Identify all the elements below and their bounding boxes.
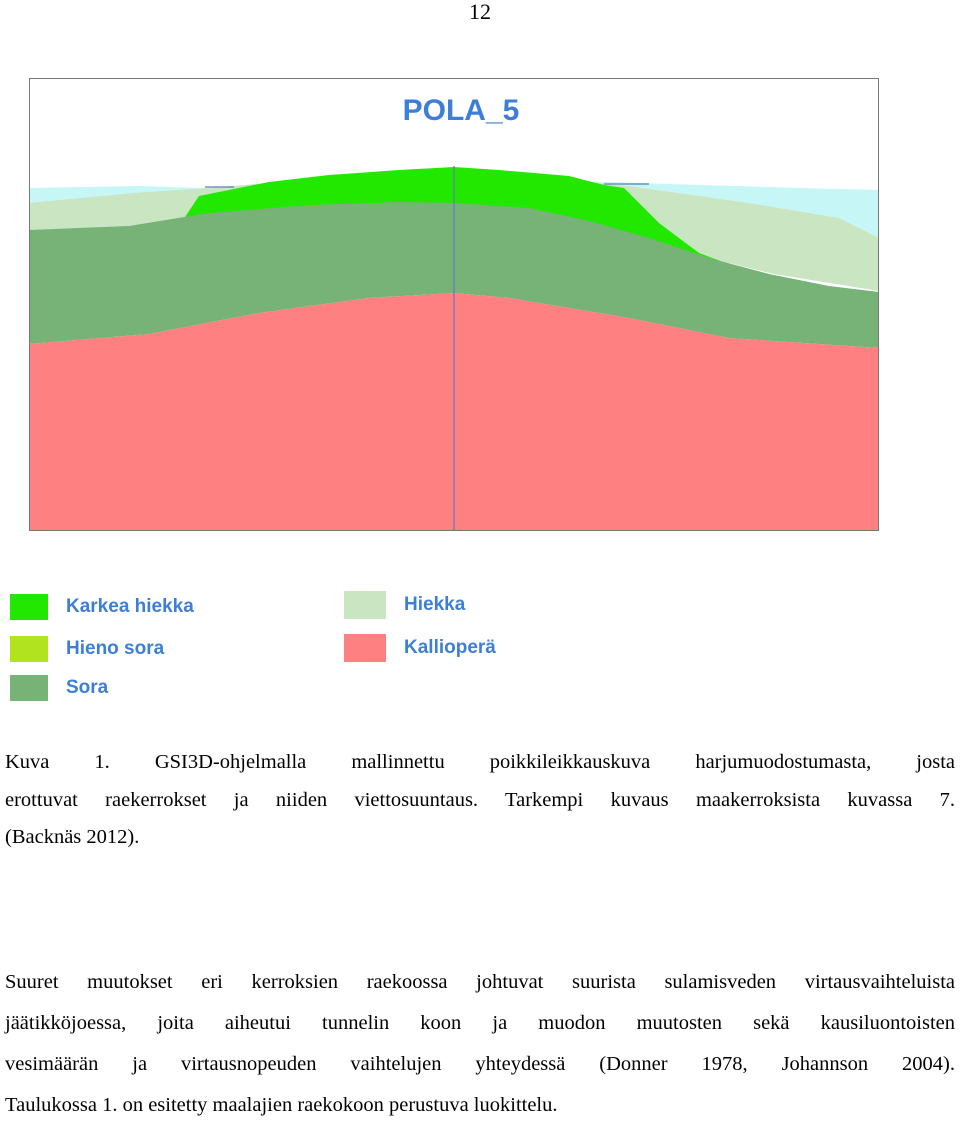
legend-swatch-hieno-sora [10,636,48,662]
page-number: 12 [469,0,491,24]
caption-line: (Backnäs 2012). [5,826,140,848]
legend-item-kallioper [344,634,496,662]
caption-line: Kuva 1. GSI3D-ohjelmalla mallinnettu poikkileikkauskuva harjumuodostumasta, josta [5,751,955,773]
paragraph-line: Taulukossa 1. on esitetty maalajien raekokoon perustuva luokittelu. [5,1094,558,1116]
cross-section-svg [29,78,879,531]
body-paragraph [5,962,955,1126]
legend-swatch-karkea-hiekka [10,594,48,620]
cross-section-figure [29,78,879,531]
caption-line: erottuvat raekerrokset ja niiden viettosuuntaus. Tarkempi kuvaus maakerroksista kuvassa 7. [5,788,955,811]
legend-label-karkea-hiekka: Karkea hiekka [66,596,194,617]
legend-swatch-hiekka [344,591,386,619]
legend-label-sora: Sora [66,677,109,698]
legend-item-hieno-sora [10,636,164,662]
legend-item-hiekka [344,591,465,619]
paragraph-line: Suuret muutokset eri kerroksien raekoossa johtuvat suurista sulamisveden virtausvaihteluista [5,971,955,993]
legend-label-kallioper: Kallioperä [404,637,496,658]
figure-caption [5,744,955,857]
legend-item-karkea-hiekka [10,594,194,620]
legend-label-hiekka: Hiekka [404,594,466,615]
figure-title: POLA_5 [402,94,520,127]
legend-item-sora [10,675,108,701]
paragraph-line: jäätikköjoessa, joita aiheutui tunnelin koon ja muodon muutosten sekä kausiluontoisten [5,1012,955,1034]
legend-swatch-kallioper [344,634,386,662]
legend-swatch-sora [10,675,48,701]
paragraph-line: vesimäärän ja virtausnopeuden vaihtelujen yhteydessä (Donner 1978, Johannson 2004). [5,1053,955,1075]
legend-label-hieno-sora: Hieno sora [66,638,165,659]
